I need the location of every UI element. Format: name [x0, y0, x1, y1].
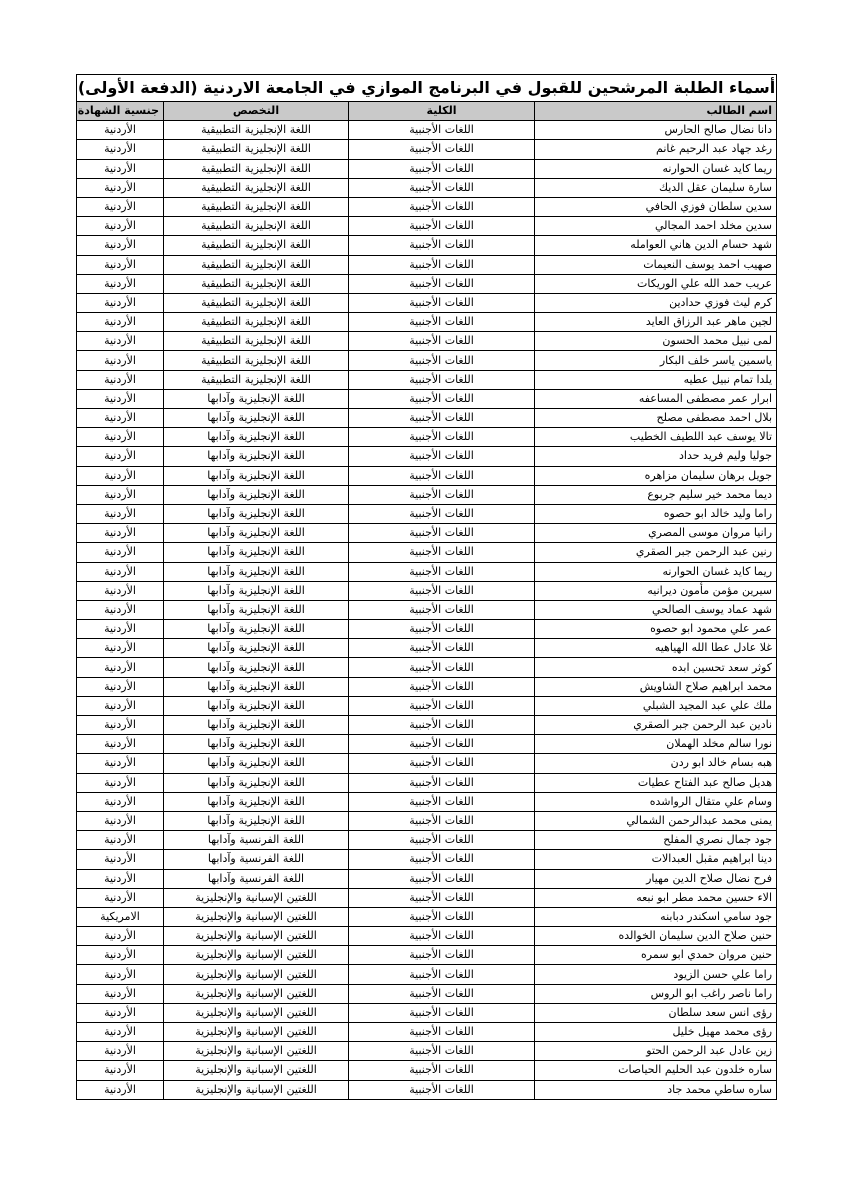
nationality-cell: الأردنية	[77, 562, 164, 581]
table-row	[77, 466, 777, 485]
table-row	[77, 409, 777, 428]
table-row	[77, 888, 777, 907]
major-cell: اللغة الإنجليزية وآدابها	[164, 792, 349, 811]
student-name-cell: حنين مروان حمدي ابو سمره	[535, 946, 777, 965]
header-row	[77, 102, 777, 121]
college-cell: اللغات الأجنبية	[349, 236, 535, 255]
student-name-cell: بلال احمد مصطفى مصلح	[535, 409, 777, 428]
college-cell: اللغات الأجنبية	[349, 428, 535, 447]
student-name-cell: شهد عماد يوسف الصالحي	[535, 600, 777, 619]
college-cell: اللغات الأجنبية	[349, 466, 535, 485]
document-sheet	[76, 74, 776, 1100]
college-cell: اللغات الأجنبية	[349, 850, 535, 869]
college-cell: اللغات الأجنبية	[349, 735, 535, 754]
college-cell: اللغات الأجنبية	[349, 274, 535, 293]
student-name-cell: فرح نضال صلاح الدين مهيار	[535, 869, 777, 888]
nationality-cell: الأردنية	[77, 831, 164, 850]
college-cell: اللغات الأجنبية	[349, 313, 535, 332]
college-cell: اللغات الأجنبية	[349, 178, 535, 197]
student-name-cell: ابرار عمر مصطفى المساعفه	[535, 389, 777, 408]
major-cell: اللغة الإنجليزية وآدابها	[164, 543, 349, 562]
student-name-cell: سدين مخلد احمد المجالي	[535, 217, 777, 236]
student-name-cell: نادين عبد الرحمن جبر الصقري	[535, 716, 777, 735]
major-cell: اللغة الإنجليزية التطبيقية	[164, 351, 349, 370]
nationality-cell: الأردنية	[77, 447, 164, 466]
student-name-cell: دينا ابراهيم مقبل العبدالات	[535, 850, 777, 869]
title-row	[77, 75, 777, 102]
college-cell: اللغات الأجنبية	[349, 754, 535, 773]
major-cell: اللغة الإنجليزية التطبيقية	[164, 236, 349, 255]
table-row	[77, 178, 777, 197]
college-cell: اللغات الأجنبية	[349, 197, 535, 216]
major-cell: اللغة الإنجليزية وآدابها	[164, 562, 349, 581]
student-name-cell: وسام علي متقال الرواشده	[535, 792, 777, 811]
table-row	[77, 716, 777, 735]
nationality-cell: الأردنية	[77, 370, 164, 389]
nationality-cell: الأردنية	[77, 735, 164, 754]
college-cell: اللغات الأجنبية	[349, 907, 535, 926]
college-cell: اللغات الأجنبية	[349, 639, 535, 658]
student-name-cell: نورا سالم مخلد الهملان	[535, 735, 777, 754]
nationality-cell: الأردنية	[77, 197, 164, 216]
student-name-cell: ساره ساطي محمد جاد	[535, 1080, 777, 1099]
nationality-cell: الأردنية	[77, 236, 164, 255]
student-name-cell: دانا نضال صالح الحارس	[535, 121, 777, 140]
major-cell: اللغتين الإسبانية والإنجليزية	[164, 1042, 349, 1061]
college-cell: اللغات الأجنبية	[349, 370, 535, 389]
header-major: التخصص	[164, 102, 349, 121]
table-row	[77, 620, 777, 639]
table-row	[77, 543, 777, 562]
major-cell: اللغة الفرنسية وآدابها	[164, 850, 349, 869]
college-cell: اللغات الأجنبية	[349, 869, 535, 888]
student-name-cell: ريما كايد غسان الحوارنه	[535, 562, 777, 581]
nationality-cell: الأردنية	[77, 543, 164, 562]
nationality-cell: الأردنية	[77, 581, 164, 600]
student-name-cell: هديل صالح عبد الفتاح عطيات	[535, 773, 777, 792]
major-cell: اللغتين الإسبانية والإنجليزية	[164, 1003, 349, 1022]
table-row	[77, 293, 777, 312]
college-cell: اللغات الأجنبية	[349, 888, 535, 907]
page-title: أسماء الطلبة المرشحين للقبول في البرنامج الموازي في الجامعة الاردنية (الدفعة الأولى)	[77, 75, 777, 102]
student-name-cell: حنين صلاح الدين سليمان الخوالده	[535, 927, 777, 946]
table-row	[77, 313, 777, 332]
nationality-cell: الأردنية	[77, 466, 164, 485]
college-cell: اللغات الأجنبية	[349, 658, 535, 677]
table-row	[77, 1023, 777, 1042]
table-row	[77, 1042, 777, 1061]
student-name-cell: ديما محمد خير سليم جربوع	[535, 485, 777, 504]
table-row	[77, 1080, 777, 1099]
header-nationality: جنسية الشهادة	[77, 102, 164, 121]
college-cell: اللغات الأجنبية	[349, 524, 535, 543]
nationality-cell: الامريكية	[77, 907, 164, 926]
major-cell: اللغة الإنجليزية وآدابها	[164, 620, 349, 639]
major-cell: اللغة الإنجليزية وآدابها	[164, 716, 349, 735]
college-cell: اللغات الأجنبية	[349, 811, 535, 830]
major-cell: اللغة الإنجليزية وآدابها	[164, 735, 349, 754]
college-cell: اللغات الأجنبية	[349, 716, 535, 735]
nationality-cell: الأردنية	[77, 696, 164, 715]
student-name-cell: رنين عبد الرحمن جبر الصقري	[535, 543, 777, 562]
nationality-cell: الأردنية	[77, 255, 164, 274]
table-row	[77, 946, 777, 965]
table-row	[77, 121, 777, 140]
table-row	[77, 351, 777, 370]
table-row	[77, 639, 777, 658]
table-row	[77, 1003, 777, 1022]
nationality-cell: الأردنية	[77, 504, 164, 523]
major-cell: اللغة الإنجليزية وآدابها	[164, 696, 349, 715]
college-cell: اللغات الأجنبية	[349, 504, 535, 523]
major-cell: اللغة الإنجليزية التطبيقية	[164, 255, 349, 274]
major-cell: اللغتين الإسبانية والإنجليزية	[164, 907, 349, 926]
major-cell: اللغة الإنجليزية وآدابها	[164, 504, 349, 523]
student-name-cell: كرم ليث فوزي حدادين	[535, 293, 777, 312]
nationality-cell: الأردنية	[77, 178, 164, 197]
major-cell: اللغة الإنجليزية التطبيقية	[164, 274, 349, 293]
student-name-cell: ريما كايد غسان الحوارنه	[535, 159, 777, 178]
major-cell: اللغة الإنجليزية وآدابها	[164, 428, 349, 447]
major-cell: اللغتين الإسبانية والإنجليزية	[164, 1080, 349, 1099]
student-name-cell: جوليا وليم فريد حداد	[535, 447, 777, 466]
college-cell: اللغات الأجنبية	[349, 140, 535, 159]
major-cell: اللغة الإنجليزية التطبيقية	[164, 197, 349, 216]
table-row	[77, 389, 777, 408]
student-name-cell: جود سامي اسكندر دبابنه	[535, 907, 777, 926]
table-row	[77, 811, 777, 830]
major-cell: اللغة الإنجليزية التطبيقية	[164, 159, 349, 178]
nationality-cell: الأردنية	[77, 792, 164, 811]
table-row	[77, 562, 777, 581]
major-cell: اللغة الإنجليزية وآدابها	[164, 466, 349, 485]
major-cell: اللغتين الإسبانية والإنجليزية	[164, 984, 349, 1003]
major-cell: اللغة الإنجليزية وآدابها	[164, 409, 349, 428]
major-cell: اللغة الإنجليزية وآدابها	[164, 581, 349, 600]
table-row	[77, 869, 777, 888]
college-cell: اللغات الأجنبية	[349, 159, 535, 178]
nationality-cell: الأردنية	[77, 524, 164, 543]
table-row	[77, 197, 777, 216]
nationality-cell: الأردنية	[77, 811, 164, 830]
student-name-cell: راما وليد خالد ابو حصوه	[535, 504, 777, 523]
nationality-cell: الأردنية	[77, 888, 164, 907]
table-row	[77, 332, 777, 351]
college-cell: اللغات الأجنبية	[349, 1061, 535, 1080]
nationality-cell: الأردنية	[77, 620, 164, 639]
major-cell: اللغتين الإسبانية والإنجليزية	[164, 927, 349, 946]
table-row	[77, 984, 777, 1003]
student-name-cell: صهيب احمد يوسف النعيمات	[535, 255, 777, 274]
student-name-cell: يمنى محمد عبدالرحمن الشمالي	[535, 811, 777, 830]
college-cell: اللغات الأجنبية	[349, 1023, 535, 1042]
student-name-cell: هبه بسام خالد ابو ردن	[535, 754, 777, 773]
major-cell: اللغة الإنجليزية التطبيقية	[164, 121, 349, 140]
header-college: الكلية	[349, 102, 535, 121]
nationality-cell: الأردنية	[77, 1023, 164, 1042]
student-name-cell: محمد ابراهيم صلاح الشاويش	[535, 677, 777, 696]
student-name-cell: سدين سلطان فوزي الحافي	[535, 197, 777, 216]
student-name-cell: عمر علي محمود ابو حصوه	[535, 620, 777, 639]
major-cell: اللغة الإنجليزية وآدابها	[164, 485, 349, 504]
student-name-cell: ياسمين ياسر خلف البكار	[535, 351, 777, 370]
major-cell: اللغة الإنجليزية وآدابها	[164, 639, 349, 658]
nationality-cell: الأردنية	[77, 217, 164, 236]
student-name-cell: لجين ماهر عبد الرزاق العايد	[535, 313, 777, 332]
major-cell: اللغتين الإسبانية والإنجليزية	[164, 1023, 349, 1042]
college-cell: اللغات الأجنبية	[349, 1080, 535, 1099]
student-name-cell: سيرين مؤمن مأمون ديرانيه	[535, 581, 777, 600]
header-name: اسم الطالب	[535, 102, 777, 121]
table-row	[77, 370, 777, 389]
college-cell: اللغات الأجنبية	[349, 389, 535, 408]
table-row	[77, 600, 777, 619]
college-cell: اللغات الأجنبية	[349, 773, 535, 792]
table-row	[77, 1061, 777, 1080]
nationality-cell: الأردنية	[77, 600, 164, 619]
major-cell: اللغتين الإسبانية والإنجليزية	[164, 1061, 349, 1080]
table-row	[77, 677, 777, 696]
student-name-cell: لمى نبيل محمد الحسون	[535, 332, 777, 351]
table-row	[77, 754, 777, 773]
college-cell: اللغات الأجنبية	[349, 562, 535, 581]
nationality-cell: الأردنية	[77, 351, 164, 370]
student-name-cell: كوثر سعد تحسين ابده	[535, 658, 777, 677]
nationality-cell: الأردنية	[77, 754, 164, 773]
nationality-cell: الأردنية	[77, 869, 164, 888]
nationality-cell: الأردنية	[77, 984, 164, 1003]
major-cell: اللغة الإنجليزية وآدابها	[164, 447, 349, 466]
table-body	[77, 121, 777, 1100]
college-cell: اللغات الأجنبية	[349, 409, 535, 428]
nationality-cell: الأردنية	[77, 121, 164, 140]
table-row	[77, 217, 777, 236]
major-cell: اللغة الإنجليزية وآدابها	[164, 389, 349, 408]
table-row	[77, 773, 777, 792]
table-row	[77, 159, 777, 178]
major-cell: اللغة الإنجليزية وآدابها	[164, 524, 349, 543]
student-name-cell: يلدا تمام نبيل عطيه	[535, 370, 777, 389]
major-cell: اللغة الإنجليزية التطبيقية	[164, 313, 349, 332]
student-name-cell: جود جمال نصري المفلح	[535, 831, 777, 850]
table-row	[77, 274, 777, 293]
nationality-cell: الأردنية	[77, 658, 164, 677]
student-name-cell: ساره خلدون عبد الحليم الحياصات	[535, 1061, 777, 1080]
college-cell: اللغات الأجنبية	[349, 677, 535, 696]
major-cell: اللغة الإنجليزية وآدابها	[164, 600, 349, 619]
major-cell: اللغة الإنجليزية التطبيقية	[164, 332, 349, 351]
table-row	[77, 428, 777, 447]
college-cell: اللغات الأجنبية	[349, 543, 535, 562]
table-row	[77, 831, 777, 850]
nationality-cell: الأردنية	[77, 965, 164, 984]
table-row	[77, 504, 777, 523]
college-cell: اللغات الأجنبية	[349, 1042, 535, 1061]
student-name-cell: سارة سليمان عقل الديك	[535, 178, 777, 197]
major-cell: اللغتين الإسبانية والإنجليزية	[164, 946, 349, 965]
student-name-cell: جويل برهان سليمان مزاهره	[535, 466, 777, 485]
nationality-cell: الأردنية	[77, 293, 164, 312]
table-row	[77, 524, 777, 543]
table-row	[77, 927, 777, 946]
student-name-cell: راما علي حسن الزيود	[535, 965, 777, 984]
college-cell: اللغات الأجنبية	[349, 792, 535, 811]
major-cell: اللغة الإنجليزية وآدابها	[164, 658, 349, 677]
student-name-cell: رانيا مروان موسى المصري	[535, 524, 777, 543]
college-cell: اللغات الأجنبية	[349, 927, 535, 946]
table-row	[77, 485, 777, 504]
student-name-cell: غلا عادل عطا الله الهياهيه	[535, 639, 777, 658]
nationality-cell: الأردنية	[77, 274, 164, 293]
major-cell: اللغة الفرنسية وآدابها	[164, 869, 349, 888]
table-row	[77, 907, 777, 926]
nationality-cell: الأردنية	[77, 485, 164, 504]
nationality-cell: الأردنية	[77, 389, 164, 408]
nationality-cell: الأردنية	[77, 428, 164, 447]
college-cell: اللغات الأجنبية	[349, 600, 535, 619]
major-cell: اللغة الإنجليزية وآدابها	[164, 677, 349, 696]
student-name-cell: زين عادل عبد الرحمن الحتو	[535, 1042, 777, 1061]
college-cell: اللغات الأجنبية	[349, 217, 535, 236]
nationality-cell: الأردنية	[77, 850, 164, 869]
nationality-cell: الأردنية	[77, 773, 164, 792]
major-cell: اللغة الإنجليزية التطبيقية	[164, 370, 349, 389]
table-row	[77, 581, 777, 600]
major-cell: اللغة الإنجليزية التطبيقية	[164, 217, 349, 236]
table-row	[77, 792, 777, 811]
table-row	[77, 255, 777, 274]
major-cell: اللغة الإنجليزية التطبيقية	[164, 293, 349, 312]
nationality-cell: الأردنية	[77, 313, 164, 332]
major-cell: اللغة الفرنسية وآدابها	[164, 831, 349, 850]
nationality-cell: الأردنية	[77, 716, 164, 735]
major-cell: اللغتين الإسبانية والإنجليزية	[164, 965, 349, 984]
table-row	[77, 658, 777, 677]
college-cell: اللغات الأجنبية	[349, 293, 535, 312]
student-name-cell: الاء حسين محمد مطر ابو نبعه	[535, 888, 777, 907]
nationality-cell: الأردنية	[77, 1061, 164, 1080]
college-cell: اللغات الأجنبية	[349, 984, 535, 1003]
student-name-cell: رؤى انس سعد سلطان	[535, 1003, 777, 1022]
table-row	[77, 140, 777, 159]
nationality-cell: الأردنية	[77, 1080, 164, 1099]
nationality-cell: الأردنية	[77, 927, 164, 946]
college-cell: اللغات الأجنبية	[349, 121, 535, 140]
table-row	[77, 236, 777, 255]
college-cell: اللغات الأجنبية	[349, 351, 535, 370]
nationality-cell: الأردنية	[77, 409, 164, 428]
student-name-cell: ملك علي عبد المجيد الشبلي	[535, 696, 777, 715]
college-cell: اللغات الأجنبية	[349, 831, 535, 850]
major-cell: اللغة الإنجليزية وآدابها	[164, 811, 349, 830]
nationality-cell: الأردنية	[77, 140, 164, 159]
college-cell: اللغات الأجنبية	[349, 485, 535, 504]
nationality-cell: الأردنية	[77, 946, 164, 965]
table-row	[77, 735, 777, 754]
college-cell: اللغات الأجنبية	[349, 1003, 535, 1022]
student-name-cell: رؤى محمد مهيل خليل	[535, 1023, 777, 1042]
nationality-cell: الأردنية	[77, 1042, 164, 1061]
major-cell: اللغتين الإسبانية والإنجليزية	[164, 888, 349, 907]
table-row	[77, 850, 777, 869]
student-name-cell: راما ناصر راغب ابو الروس	[535, 984, 777, 1003]
college-cell: اللغات الأجنبية	[349, 447, 535, 466]
college-cell: اللغات الأجنبية	[349, 946, 535, 965]
major-cell: اللغة الإنجليزية التطبيقية	[164, 140, 349, 159]
table-row	[77, 447, 777, 466]
major-cell: اللغة الإنجليزية وآدابها	[164, 773, 349, 792]
college-cell: اللغات الأجنبية	[349, 620, 535, 639]
college-cell: اللغات الأجنبية	[349, 965, 535, 984]
major-cell: اللغة الإنجليزية وآدابها	[164, 754, 349, 773]
table-row	[77, 965, 777, 984]
student-name-cell: رغد جهاد عبد الرحيم غانم	[535, 140, 777, 159]
student-name-cell: تالا يوسف عبد اللطيف الخطيب	[535, 428, 777, 447]
college-cell: اللغات الأجنبية	[349, 581, 535, 600]
college-cell: اللغات الأجنبية	[349, 255, 535, 274]
student-name-cell: عريب حمد الله علي الوريكات	[535, 274, 777, 293]
student-name-cell: شهد حسام الدين هاني العوامله	[535, 236, 777, 255]
students-table	[76, 74, 777, 1100]
nationality-cell: الأردنية	[77, 639, 164, 658]
nationality-cell: الأردنية	[77, 159, 164, 178]
nationality-cell: الأردنية	[77, 1003, 164, 1022]
nationality-cell: الأردنية	[77, 332, 164, 351]
college-cell: اللغات الأجنبية	[349, 332, 535, 351]
nationality-cell: الأردنية	[77, 677, 164, 696]
college-cell: اللغات الأجنبية	[349, 696, 535, 715]
table-row	[77, 696, 777, 715]
major-cell: اللغة الإنجليزية التطبيقية	[164, 178, 349, 197]
